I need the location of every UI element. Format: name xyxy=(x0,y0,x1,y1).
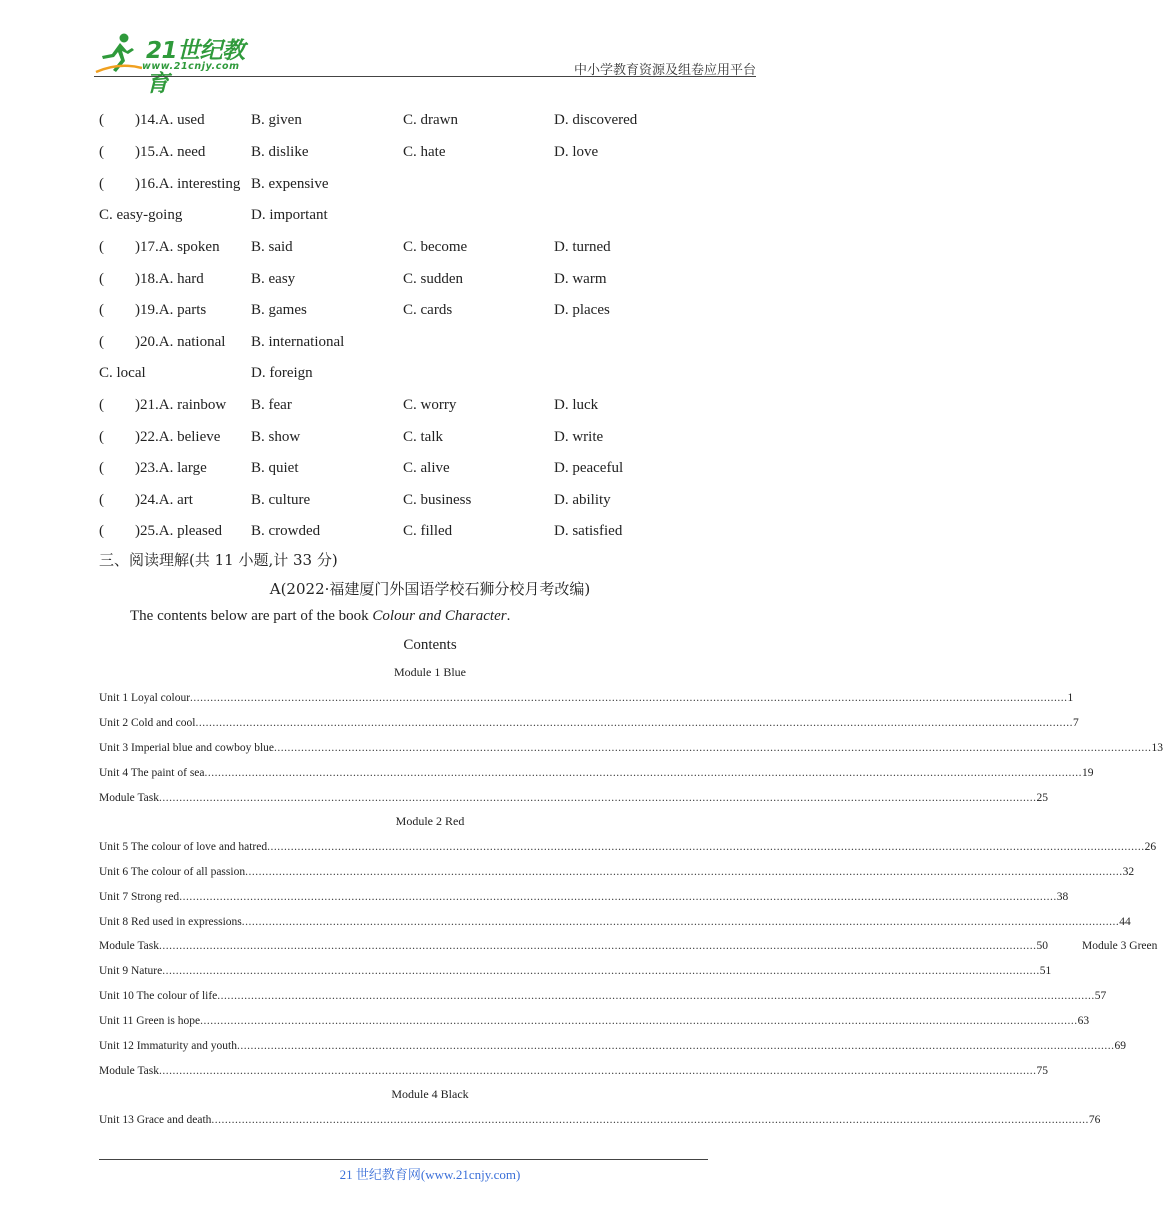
toc-entry xyxy=(99,914,1131,930)
toc-leader-dots: .................................................................................................................................................................................................................................................................... xyxy=(204,767,1082,779)
option-a: )20.A. national xyxy=(135,334,226,350)
toc-leader-dots: .................................................................................................................................................................................................................................................................... xyxy=(245,866,1123,878)
option-d: D. important xyxy=(251,207,328,223)
answer-blank: ( xyxy=(99,523,104,539)
toc-page-number: 50 xyxy=(1036,940,1048,952)
option-d: D. luck xyxy=(554,397,599,413)
toc-page-number: 7 xyxy=(1072,717,1079,729)
option-c: C. business xyxy=(403,492,472,508)
answer-blank: ( xyxy=(99,176,104,192)
toc-entry xyxy=(99,1038,1126,1054)
answer-blank: ( xyxy=(99,112,104,128)
toc-page-number: 69 xyxy=(1114,1040,1126,1052)
option-c: C. talk xyxy=(403,429,443,445)
toc-page-number: 57 xyxy=(1094,990,1107,1002)
toc-leader-dots: .................................................................................................................................................................................................................................................................... xyxy=(159,792,1037,804)
answer-blank: ( xyxy=(99,429,104,445)
option-c: C. cards xyxy=(403,302,453,318)
toc-title: Module Task xyxy=(99,1065,159,1077)
toc-page-number: 51 xyxy=(1039,965,1052,977)
toc-page-number: 25 xyxy=(1036,792,1048,804)
option-c: C. alive xyxy=(403,460,450,476)
option-b: B. said xyxy=(251,239,293,255)
option-b: B. crowded xyxy=(251,523,321,539)
logo-url: www.21cnjy.com xyxy=(142,61,240,72)
option-b: B. show xyxy=(251,429,301,445)
toc-title: Unit 5 The colour of love and hatred xyxy=(99,841,268,853)
option-d: D. foreign xyxy=(251,365,313,381)
answer-blank: ( xyxy=(99,397,104,413)
option-a: )22.A. believe xyxy=(135,429,221,445)
option-b: B. expensive xyxy=(251,176,329,192)
toc-title: Unit 10 The colour of life xyxy=(99,990,218,1002)
toc-title: Unit 13 Grace and death xyxy=(99,1114,212,1126)
footer-text: 21 世纪教育网(www.21cnjy.com) xyxy=(339,1167,521,1182)
toc-title: Unit 2 Cold and cool xyxy=(99,717,196,729)
toc-leader-dots: .................................................................................................................................................................................................................................................................... xyxy=(179,891,1057,903)
option-d: D. ability xyxy=(554,492,611,508)
toc-title: Unit 7 Strong red xyxy=(99,891,180,903)
option-a: )17.A. spoken xyxy=(135,239,220,255)
header-divider xyxy=(94,76,756,77)
option-b: B. games xyxy=(251,302,307,318)
module-heading: Module 1 Blue xyxy=(394,665,466,679)
option-d: D. turned xyxy=(554,239,611,255)
option-d: D. discovered xyxy=(554,112,638,128)
page-header xyxy=(94,30,756,97)
intro-suffix: . xyxy=(506,608,511,624)
toc-leader-dots: .................................................................................................................................................................................................................................................................... xyxy=(241,916,1120,928)
option-b: B. quiet xyxy=(251,460,299,476)
toc-entry xyxy=(99,1063,1048,1079)
option-d: D. write xyxy=(554,429,604,445)
answer-blank: ( xyxy=(99,271,104,287)
option-a: )18.A. hard xyxy=(135,271,204,287)
toc-entry xyxy=(99,889,1069,905)
option-c: C. local xyxy=(99,365,146,381)
toc-entry xyxy=(99,765,1094,781)
option-b: B. culture xyxy=(251,492,311,508)
answer-blank: ( xyxy=(99,460,104,476)
option-a: )14.A. used xyxy=(135,112,205,128)
option-c: C. become xyxy=(403,239,468,255)
module-heading: Module 2 Red xyxy=(395,814,465,828)
option-c: C. hate xyxy=(403,144,446,160)
toc-title: Unit 8 Red used in expressions xyxy=(99,916,242,928)
passage-intro xyxy=(130,608,510,625)
option-d: D. satisfied xyxy=(554,523,623,539)
option-c: C. easy-going xyxy=(99,207,183,223)
option-d: D. places xyxy=(554,302,610,318)
toc-title: Module Task xyxy=(99,940,159,952)
option-a: )23.A. large xyxy=(135,460,207,476)
toc-title: Unit 3 Imperial blue and cowboy blue xyxy=(99,742,275,754)
option-b: B. dislike xyxy=(251,144,309,160)
toc-leader-dots: .................................................................................................................................................................................................................................................................... xyxy=(274,742,1152,754)
toc-title: Unit 1 Loyal colour xyxy=(99,692,191,704)
option-c: C. worry xyxy=(403,397,457,413)
toc-title: Unit 11 Green is hope xyxy=(99,1015,201,1027)
toc-page-number: 26 xyxy=(1144,841,1157,853)
option-b: B. fear xyxy=(251,397,292,413)
toc-entry xyxy=(99,988,1107,1004)
logo xyxy=(94,32,264,97)
toc-entry xyxy=(99,938,1158,954)
toc-leader-dots: .................................................................................................................................................................................................................................................................... xyxy=(267,841,1145,853)
toc-title: Unit 6 The colour of all passion xyxy=(99,866,246,878)
toc-leader-dots: .................................................................................................................................................................................................................................................................... xyxy=(200,1015,1078,1027)
toc-page-number: 38 xyxy=(1056,891,1069,903)
toc-leader-dots: .................................................................................................................................................................................................................................................................... xyxy=(195,717,1073,729)
toc-entry xyxy=(99,839,1157,855)
toc-title: Unit 9 Nature xyxy=(99,965,163,977)
toc-entry xyxy=(99,740,1163,756)
option-a: )16.A. interesting xyxy=(135,176,241,192)
option-c: C. sudden xyxy=(403,271,463,287)
option-d: D. warm xyxy=(554,271,607,287)
logo-title: 21世纪教育 xyxy=(146,38,245,97)
toc-entry xyxy=(99,715,1079,731)
toc-entry xyxy=(99,1112,1101,1128)
toc-page-number: 76 xyxy=(1088,1114,1101,1126)
module-heading: Module 3 Green xyxy=(1082,940,1158,952)
toc-leader-dots: .................................................................................................................................................................................................................................................................... xyxy=(236,1040,1115,1052)
answer-blank: ( xyxy=(99,239,104,255)
toc-title: Module Task xyxy=(99,792,159,804)
toc-entry xyxy=(99,864,1135,880)
runner-logo-icon xyxy=(94,32,144,76)
answer-blank: ( xyxy=(99,334,104,350)
platform-title: 中小学教育资源及组卷应用平台 xyxy=(573,63,756,78)
option-a: )19.A. parts xyxy=(135,302,207,318)
toc-page-number: 75 xyxy=(1036,1065,1048,1077)
toc-leader-dots: .................................................................................................................................................................................................................................................................... xyxy=(159,940,1037,952)
option-a: )15.A. need xyxy=(135,144,206,160)
section-title: 三、阅读理解(共 11 小题,计 33 分) xyxy=(99,551,338,569)
option-a: )21.A. rainbow xyxy=(135,397,227,413)
option-b: B. given xyxy=(251,112,302,128)
toc-title: Unit 4 The paint of sea xyxy=(99,767,205,779)
option-c: C. filled xyxy=(403,523,453,539)
footer-divider xyxy=(99,1159,708,1160)
option-d: D. love xyxy=(554,144,599,160)
toc-leader-dots: .................................................................................................................................................................................................................................................................... xyxy=(159,1065,1037,1077)
passage-heading: A(2022·福建厦门外国语学校石狮分校月考改编) xyxy=(269,580,591,598)
option-b: B. international xyxy=(251,334,345,350)
book-title: Colour and Character xyxy=(372,608,507,624)
toc-entry xyxy=(99,690,1074,706)
contents-title: Contents xyxy=(403,637,457,653)
toc-leader-dots: .................................................................................................................................................................................................................................................................... xyxy=(217,990,1095,1002)
option-b: B. easy xyxy=(251,271,296,287)
option-c: C. drawn xyxy=(403,112,458,128)
option-d: D. peaceful xyxy=(554,460,624,476)
toc-page-number: 19 xyxy=(1082,767,1094,779)
toc-entry xyxy=(99,1013,1090,1029)
option-a: )25.A. pleased xyxy=(135,523,223,539)
answer-blank: ( xyxy=(99,302,104,318)
toc-leader-dots: .................................................................................................................................................................................................................................................................... xyxy=(190,692,1068,704)
toc-title: Unit 12 Immaturity and youth xyxy=(99,1040,237,1052)
intro-prefix: The contents below are part of the book xyxy=(130,608,373,624)
toc-entry xyxy=(99,790,1048,806)
toc-page-number: 44 xyxy=(1119,916,1131,928)
option-a: )24.A. art xyxy=(135,492,193,508)
toc-page-number: 1 xyxy=(1067,692,1074,704)
module-heading: Module 4 Black xyxy=(391,1087,469,1101)
answer-blank: ( xyxy=(99,492,104,508)
toc-entry xyxy=(99,963,1052,979)
toc-page-number: 13 xyxy=(1151,742,1163,754)
toc-leader-dots: .................................................................................................................................................................................................................................................................... xyxy=(211,1114,1089,1126)
toc-leader-dots: .................................................................................................................................................................................................................................................................... xyxy=(162,965,1040,977)
toc-page-number: 63 xyxy=(1077,1015,1090,1027)
toc-page-number: 32 xyxy=(1122,866,1135,878)
answer-blank: ( xyxy=(99,144,104,160)
